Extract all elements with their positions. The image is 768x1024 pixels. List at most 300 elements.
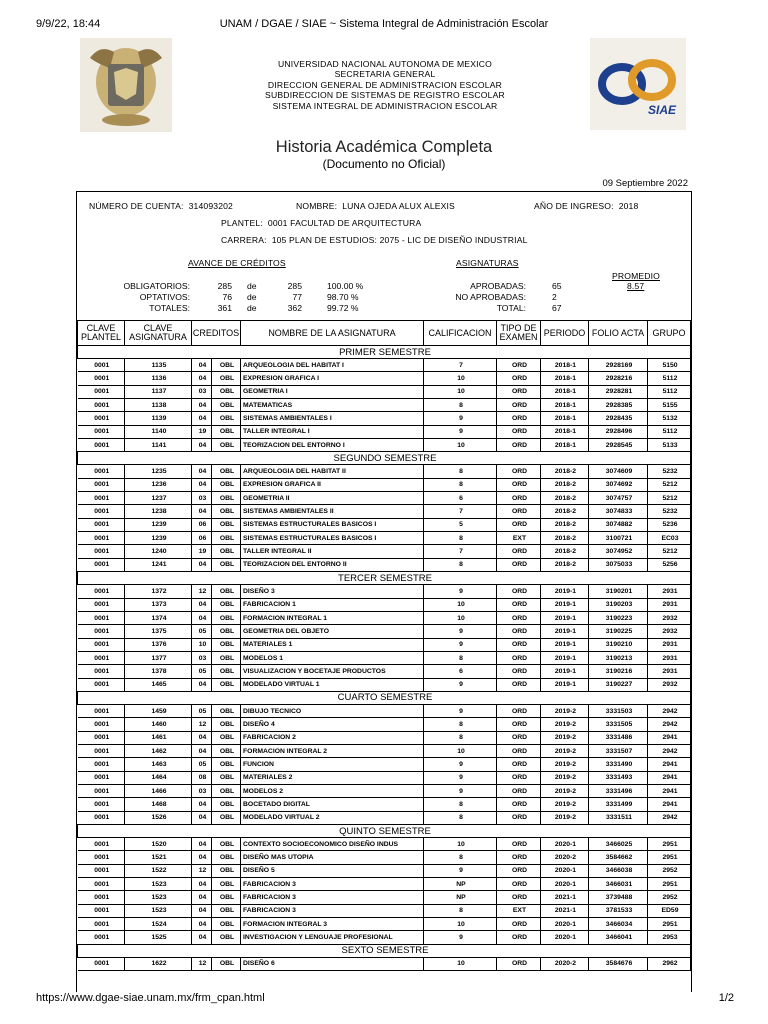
cell-periodo: 2019-2 xyxy=(541,771,589,784)
cell-grupo: 5212 xyxy=(648,545,691,558)
cell-periodo: 2019-1 xyxy=(541,598,589,611)
cell-plantel: 0001 xyxy=(78,651,125,664)
cell-caracter: OBL xyxy=(212,598,241,611)
cell-calificacion: 8 xyxy=(424,718,497,731)
cell-folio: 3100721 xyxy=(589,532,648,545)
cell-caracter: OBL xyxy=(212,638,241,651)
cell-caracter: OBL xyxy=(212,957,241,970)
semester-title: PRIMER SEMESTRE xyxy=(78,346,691,359)
table-header-row xyxy=(78,321,691,346)
carrera-label: CARRERA: xyxy=(221,235,267,245)
cell-grupo: 5150 xyxy=(648,359,691,372)
subjects-value: 2 xyxy=(552,292,557,302)
cell-creditos: 08 xyxy=(192,771,212,784)
cell-clave: 1140 xyxy=(125,425,192,438)
cell-creditos: 12 xyxy=(192,585,212,598)
credit-pct: 99.72 % xyxy=(327,303,359,313)
cell-plantel: 0001 xyxy=(78,784,125,797)
cell-folio: 3584662 xyxy=(589,851,648,864)
credit-total: 77 xyxy=(292,292,302,302)
cell-nombre: INVESTIGACION Y LENGUAJE PROFESIONAL xyxy=(241,931,424,944)
table-row xyxy=(78,359,691,372)
cell-periodo: 2019-1 xyxy=(541,665,589,678)
cell-calificacion: 8 xyxy=(424,465,497,478)
document-title: Historia Académica Completa xyxy=(275,138,493,156)
cell-periodo: 2018-2 xyxy=(541,518,589,531)
credit-de: de xyxy=(247,281,257,291)
cell-tipo: ORD xyxy=(497,731,541,744)
table-row xyxy=(78,891,691,904)
cell-tipo: ORD xyxy=(497,758,541,771)
cell-folio: 2928281 xyxy=(589,385,648,398)
cell-caracter: OBL xyxy=(212,478,241,491)
cell-clave: 1464 xyxy=(125,771,192,784)
cell-folio: 3466025 xyxy=(589,838,648,851)
cell-caracter: OBL xyxy=(212,625,241,638)
cell-calificacion: 9 xyxy=(424,678,497,691)
cell-grupo: 2931 xyxy=(648,585,691,598)
cell-caracter: OBL xyxy=(212,439,241,452)
cell-periodo: 2018-2 xyxy=(541,465,589,478)
table-row xyxy=(78,385,691,398)
print-url: https://www.dgae-siae.unam.mx/frm_cpan.html xyxy=(36,992,265,1004)
cell-grupo: 5232 xyxy=(648,465,691,478)
cell-tipo: ORD xyxy=(497,891,541,904)
cell-clave: 1461 xyxy=(125,731,192,744)
year-label: AÑO DE INGRESO: xyxy=(534,201,614,211)
cell-tipo: ORD xyxy=(497,798,541,811)
cell-calificacion: 8 xyxy=(424,399,497,412)
credit-value: 76 xyxy=(222,292,232,302)
cell-caracter: OBL xyxy=(212,372,241,385)
cell-creditos: 04 xyxy=(192,731,212,744)
cell-nombre: SISTEMAS AMBIENTALES I xyxy=(241,412,424,425)
cell-plantel: 0001 xyxy=(78,372,125,385)
cell-grupo: 2942 xyxy=(648,744,691,757)
table-row xyxy=(78,465,691,478)
cell-plantel: 0001 xyxy=(78,478,125,491)
credit-value: 285 xyxy=(217,281,232,291)
plantel-info xyxy=(221,218,421,228)
cell-clave: 1374 xyxy=(125,611,192,624)
table-row xyxy=(78,651,691,664)
cell-calificacion: 9 xyxy=(424,864,497,877)
cell-folio: 3781533 xyxy=(589,904,648,917)
cell-tipo: ORD xyxy=(497,558,541,571)
cell-creditos: 04 xyxy=(192,878,212,891)
cell-grupo: 2941 xyxy=(648,731,691,744)
cell-folio: 3331490 xyxy=(589,758,648,771)
cell-nombre: MODELOS 2 xyxy=(241,784,424,797)
table-row xyxy=(78,518,691,531)
cell-calificacion: 5 xyxy=(424,518,497,531)
table-row xyxy=(78,532,691,545)
cell-calificacion: 10 xyxy=(424,372,497,385)
cell-folio: 2928545 xyxy=(589,439,648,452)
cell-grupo: 2951 xyxy=(648,878,691,891)
cell-creditos: 04 xyxy=(192,611,212,624)
cell-caracter: OBL xyxy=(212,918,241,931)
cell-calificacion: 10 xyxy=(424,838,497,851)
cell-calificacion: 8 xyxy=(424,811,497,824)
cell-caracter: OBL xyxy=(212,518,241,531)
cell-caracter: OBL xyxy=(212,425,241,438)
cell-creditos: 06 xyxy=(192,518,212,531)
cell-calificacion: 8 xyxy=(424,651,497,664)
table-row xyxy=(78,864,691,877)
cell-folio: 3074609 xyxy=(589,465,648,478)
cell-grupo: 2951 xyxy=(648,918,691,931)
cell-caracter: OBL xyxy=(212,465,241,478)
cell-grupo: 2932 xyxy=(648,625,691,638)
table-row xyxy=(78,585,691,598)
cell-periodo: 2018-1 xyxy=(541,412,589,425)
cell-tipo: ORD xyxy=(497,518,541,531)
cell-plantel: 0001 xyxy=(78,931,125,944)
cell-nombre: ARQUEOLOGIA DEL HABITAT II xyxy=(241,465,424,478)
cell-grupo: 5212 xyxy=(648,492,691,505)
cell-caracter: OBL xyxy=(212,771,241,784)
cell-folio: 3331493 xyxy=(589,771,648,784)
cell-calificacion: 7 xyxy=(424,545,497,558)
semester-title: QUINTO SEMESTRE xyxy=(78,825,691,838)
carrera-info xyxy=(221,235,528,245)
cell-nombre: DISEÑO 4 xyxy=(241,718,424,731)
cell-calificacion: 9 xyxy=(424,585,497,598)
cell-clave: 1462 xyxy=(125,744,192,757)
col-calificacion: CALIFICACION xyxy=(424,321,497,346)
cell-plantel: 0001 xyxy=(78,611,125,624)
cell-tipo: ORD xyxy=(497,918,541,931)
credit-de: de xyxy=(247,303,257,313)
cell-clave: 1235 xyxy=(125,465,192,478)
credit-label: OPTATIVOS: xyxy=(139,292,190,302)
cell-creditos: 19 xyxy=(192,425,212,438)
table-row xyxy=(78,957,691,970)
cell-clave: 1466 xyxy=(125,784,192,797)
cell-nombre: SISTEMAS ESTRUCTURALES BASICOS I xyxy=(241,518,424,531)
cell-calificacion: 8 xyxy=(424,798,497,811)
cell-folio: 3074757 xyxy=(589,492,648,505)
cell-periodo: 2019-1 xyxy=(541,585,589,598)
institution-line: SECRETARIA GENERAL xyxy=(334,69,436,80)
student-name xyxy=(296,201,455,211)
cell-periodo: 2019-2 xyxy=(541,744,589,757)
cell-nombre: MATEMATICAS xyxy=(241,399,424,412)
cell-creditos: 04 xyxy=(192,399,212,412)
cell-caracter: OBL xyxy=(212,359,241,372)
cell-nombre: FABRICACION 2 xyxy=(241,731,424,744)
subjects-label: TOTAL: xyxy=(496,303,526,313)
semester-title: SEGUNDO SEMESTRE xyxy=(78,452,691,465)
cell-plantel: 0001 xyxy=(78,878,125,891)
cell-clave: 1373 xyxy=(125,598,192,611)
cell-plantel: 0001 xyxy=(78,545,125,558)
cell-nombre: ARQUEOLOGIA DEL HABITAT I xyxy=(241,359,424,372)
cell-folio: 2928216 xyxy=(589,372,648,385)
cell-calificacion: NP xyxy=(424,878,497,891)
table-row xyxy=(78,425,691,438)
cell-folio: 3074833 xyxy=(589,505,648,518)
cell-clave: 1240 xyxy=(125,545,192,558)
cell-calificacion: 8 xyxy=(424,558,497,571)
cell-tipo: ORD xyxy=(497,811,541,824)
cell-creditos: 04 xyxy=(192,851,212,864)
cell-tipo: ORD xyxy=(497,864,541,877)
cell-tipo: ORD xyxy=(497,625,541,638)
cell-plantel: 0001 xyxy=(78,918,125,931)
table-row xyxy=(78,718,691,731)
col-clave: CLAVE ASIGNATURA xyxy=(125,321,192,346)
cell-plantel: 0001 xyxy=(78,625,125,638)
table-row xyxy=(78,784,691,797)
institution-heading xyxy=(200,59,570,111)
cell-calificacion: 9 xyxy=(424,425,497,438)
cell-creditos: 04 xyxy=(192,744,212,757)
plantel-value: 0001 FACULTAD DE ARQUITECTURA xyxy=(267,218,422,228)
cell-periodo: 2019-2 xyxy=(541,758,589,771)
account-label: NÚMERO DE CUENTA: xyxy=(89,201,184,211)
table-row xyxy=(78,478,691,491)
cell-folio: 3331486 xyxy=(589,731,648,744)
semester-row xyxy=(78,452,691,465)
cell-tipo: ORD xyxy=(497,478,541,491)
account-number xyxy=(89,201,233,211)
cell-creditos: 04 xyxy=(192,505,212,518)
cell-tipo: ORD xyxy=(497,598,541,611)
cell-clave: 1137 xyxy=(125,385,192,398)
cell-caracter: OBL xyxy=(212,651,241,664)
name-value: LUNA OJEDA ALUX ALEXIS xyxy=(342,201,455,211)
cell-caracter: OBL xyxy=(212,585,241,598)
semester-title: TERCER SEMESTRE xyxy=(78,572,691,585)
cell-folio: 3331511 xyxy=(589,811,648,824)
cell-caracter: OBL xyxy=(212,891,241,904)
cell-calificacion: 8 xyxy=(424,478,497,491)
table-row xyxy=(78,731,691,744)
table-row xyxy=(78,758,691,771)
table-row xyxy=(78,678,691,691)
cell-caracter: OBL xyxy=(212,811,241,824)
table-row xyxy=(78,704,691,717)
cell-caracter: OBL xyxy=(212,678,241,691)
cell-plantel: 0001 xyxy=(78,758,125,771)
carrera-value: 105 PLAN DE ESTUDIOS: 2075 - LIC DE DISEÑO INDUSTRIAL xyxy=(271,235,528,245)
cell-nombre: TEORIZACION DEL ENTORNO II xyxy=(241,558,424,571)
cell-nombre: VISUALIZACION Y BOCETAJE PRODUCTOS xyxy=(241,665,424,678)
cell-folio: 3331496 xyxy=(589,784,648,797)
cell-plantel: 0001 xyxy=(78,465,125,478)
cell-creditos: 04 xyxy=(192,918,212,931)
cell-clave: 1460 xyxy=(125,718,192,731)
cell-plantel: 0001 xyxy=(78,439,125,452)
cell-caracter: OBL xyxy=(212,545,241,558)
cell-plantel: 0001 xyxy=(78,704,125,717)
cell-nombre: GEOMETRIA DEL OBJETO xyxy=(241,625,424,638)
cell-folio: 3190213 xyxy=(589,651,648,664)
cell-tipo: ORD xyxy=(497,611,541,624)
admission-year xyxy=(534,201,638,211)
table-row xyxy=(78,838,691,851)
cell-calificacion: 9 xyxy=(424,638,497,651)
cell-folio: 3190216 xyxy=(589,665,648,678)
cell-grupo: 5232 xyxy=(648,505,691,518)
cell-caracter: OBL xyxy=(212,798,241,811)
cell-folio: 3331507 xyxy=(589,744,648,757)
siae-logo-text: SIAE xyxy=(648,103,677,117)
credit-pct: 100.00 % xyxy=(327,281,364,291)
cell-nombre: FUNCION xyxy=(241,758,424,771)
cell-grupo: 2942 xyxy=(648,811,691,824)
cell-clave: 1524 xyxy=(125,918,192,931)
cell-calificacion: 10 xyxy=(424,385,497,398)
cell-folio: 3075033 xyxy=(589,558,648,571)
cell-nombre: FABRICACION 3 xyxy=(241,878,424,891)
cell-folio: 3190223 xyxy=(589,611,648,624)
cell-grupo: 2931 xyxy=(648,638,691,651)
print-page-title: UNAM / DGAE / SIAE ~ Sistema Integral de Administración Escolar xyxy=(219,18,549,30)
cell-creditos: 04 xyxy=(192,598,212,611)
table-row xyxy=(78,918,691,931)
cell-caracter: OBL xyxy=(212,731,241,744)
cell-clave: 1526 xyxy=(125,811,192,824)
table-row xyxy=(78,771,691,784)
cell-calificacion: NP xyxy=(424,891,497,904)
cell-calificacion: 10 xyxy=(424,744,497,757)
cell-grupo: 5236 xyxy=(648,518,691,531)
cell-creditos: 19 xyxy=(192,545,212,558)
cell-calificacion: 9 xyxy=(424,758,497,771)
cell-tipo: ORD xyxy=(497,957,541,970)
cell-creditos: 04 xyxy=(192,891,212,904)
unam-shield-logo xyxy=(80,38,172,132)
cell-grupo: 5155 xyxy=(648,399,691,412)
cell-clave: 1239 xyxy=(125,532,192,545)
cell-clave: 1372 xyxy=(125,585,192,598)
cell-clave: 1521 xyxy=(125,851,192,864)
cell-tipo: EXT xyxy=(497,904,541,917)
cell-periodo: 2018-2 xyxy=(541,558,589,571)
cell-creditos: 04 xyxy=(192,465,212,478)
cell-tipo: ORD xyxy=(497,372,541,385)
cell-tipo: ORD xyxy=(497,665,541,678)
cell-grupo: 2953 xyxy=(648,931,691,944)
cell-plantel: 0001 xyxy=(78,864,125,877)
cell-folio: 2928385 xyxy=(589,399,648,412)
table-row xyxy=(78,439,691,452)
cell-grupo: 5133 xyxy=(648,439,691,452)
cell-periodo: 2020-1 xyxy=(541,878,589,891)
subjects-label: APROBADAS: xyxy=(470,281,526,291)
cell-clave: 1241 xyxy=(125,558,192,571)
cell-folio: 3466034 xyxy=(589,918,648,931)
cell-caracter: OBL xyxy=(212,492,241,505)
cell-grupo: 2931 xyxy=(648,651,691,664)
table-row xyxy=(78,851,691,864)
cell-clave: 1523 xyxy=(125,904,192,917)
cell-nombre: DISEÑO 6 xyxy=(241,957,424,970)
cell-plantel: 0001 xyxy=(78,532,125,545)
cell-grupo: EC03 xyxy=(648,532,691,545)
year-value: 2018 xyxy=(618,201,639,211)
cell-clave: 1463 xyxy=(125,758,192,771)
cell-nombre: FABRICACION 1 xyxy=(241,598,424,611)
cell-creditos: 04 xyxy=(192,931,212,944)
cell-caracter: OBL xyxy=(212,878,241,891)
cell-periodo: 2021-1 xyxy=(541,904,589,917)
cell-nombre: BOCETADO DIGITAL xyxy=(241,798,424,811)
cell-creditos: 12 xyxy=(192,957,212,970)
cell-grupo: 2942 xyxy=(648,718,691,731)
cell-periodo: 2019-1 xyxy=(541,678,589,691)
cell-plantel: 0001 xyxy=(78,505,125,518)
cell-caracter: OBL xyxy=(212,611,241,624)
cell-creditos: 04 xyxy=(192,359,212,372)
cell-folio: 3466038 xyxy=(589,864,648,877)
cell-plantel: 0001 xyxy=(78,904,125,917)
cell-calificacion: 10 xyxy=(424,439,497,452)
credit-de: de xyxy=(247,292,257,302)
siae-logo xyxy=(590,38,686,130)
cell-caracter: OBL xyxy=(212,558,241,571)
cell-plantel: 0001 xyxy=(78,665,125,678)
table-row xyxy=(78,505,691,518)
cell-caracter: OBL xyxy=(212,904,241,917)
col-tipo: TIPO DE EXAMEN xyxy=(497,321,541,346)
cell-periodo: 2018-2 xyxy=(541,492,589,505)
cell-grupo: 2931 xyxy=(648,598,691,611)
cell-folio: 3190203 xyxy=(589,598,648,611)
cell-folio: 3190201 xyxy=(589,585,648,598)
cell-grupo: 2931 xyxy=(648,665,691,678)
col-nombre: NOMBRE DE LA ASIGNATURA xyxy=(241,321,424,346)
cell-plantel: 0001 xyxy=(78,838,125,851)
cell-tipo: ORD xyxy=(497,585,541,598)
cell-clave: 1468 xyxy=(125,798,192,811)
cell-grupo: 2951 xyxy=(648,838,691,851)
cell-calificacion: 9 xyxy=(424,625,497,638)
cell-periodo: 2018-1 xyxy=(541,359,589,372)
cell-creditos: 04 xyxy=(192,412,212,425)
cell-nombre: DISEÑO 5 xyxy=(241,864,424,877)
cell-caracter: OBL xyxy=(212,399,241,412)
cell-tipo: ORD xyxy=(497,931,541,944)
cell-periodo: 2018-1 xyxy=(541,399,589,412)
cell-tipo: ORD xyxy=(497,851,541,864)
cell-tipo: ORD xyxy=(497,465,541,478)
cell-caracter: OBL xyxy=(212,505,241,518)
cell-clave: 1523 xyxy=(125,878,192,891)
average-label: PROMEDIO xyxy=(612,271,660,281)
cell-grupo: 5112 xyxy=(648,385,691,398)
col-plantel: CLAVE PLANTEL xyxy=(78,321,125,346)
cell-creditos: 05 xyxy=(192,625,212,638)
cell-plantel: 0001 xyxy=(78,678,125,691)
cell-grupo: 2941 xyxy=(648,771,691,784)
credit-pct: 98.70 % xyxy=(327,292,359,302)
cell-periodo: 2019-1 xyxy=(541,651,589,664)
cell-calificacion: 8 xyxy=(424,731,497,744)
table-row xyxy=(78,744,691,757)
cell-clave: 1622 xyxy=(125,957,192,970)
cell-calificacion: 8 xyxy=(424,904,497,917)
cell-grupo: 2952 xyxy=(648,891,691,904)
cell-tipo: ORD xyxy=(497,492,541,505)
cell-clave: 1236 xyxy=(125,478,192,491)
cell-periodo: 2020-1 xyxy=(541,838,589,851)
credit-value: 361 xyxy=(217,303,232,313)
cell-folio: 3739488 xyxy=(589,891,648,904)
